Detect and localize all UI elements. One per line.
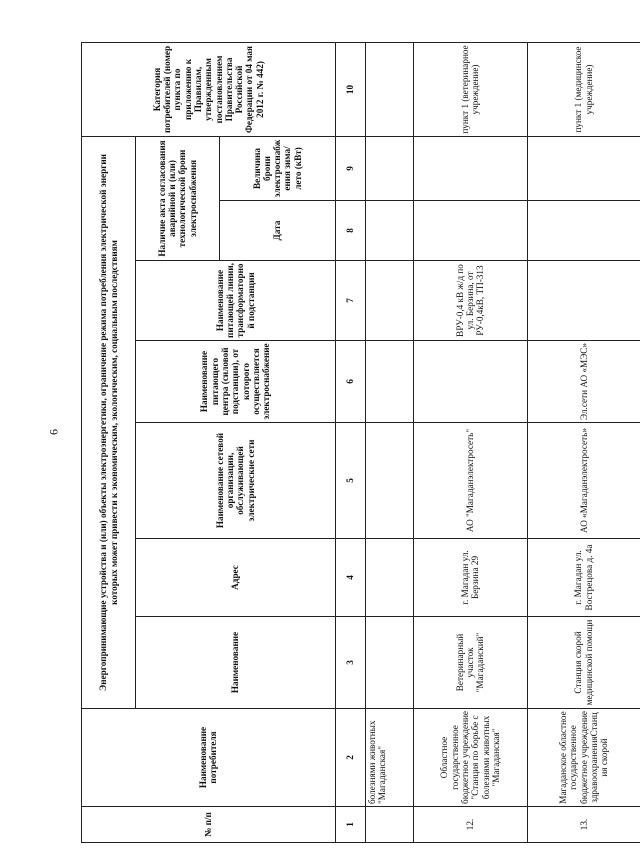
cell-center	[365, 341, 414, 423]
header-feeding-line: Наименование питающей линии, трансформаторной подстанции	[136, 261, 336, 341]
cell-value	[365, 136, 414, 200]
header-feeding-center: Наименование питающего центра (силовой подстанции), от которого осуществляется электроснабжение	[136, 341, 336, 423]
cell-center	[414, 341, 527, 423]
cell-name: Станция скорой медицинской помощи	[527, 617, 640, 709]
cell-line: ВРУ-0,4 кВ ж/д по ул. Берзина, от РУ-0,4кВ, ТП-313	[414, 261, 527, 341]
cell-line	[365, 261, 414, 341]
cell-name: Ветеринарный участок "Магаданский"	[414, 617, 527, 709]
header-group-title: Энергопринимающие устройства и (или) объекты электроэнергетики, ограничение режима потребления электрической энергии которых может привести к экономическим, экологическим, социальным последствиям	[82, 136, 136, 708]
cell-value	[414, 136, 527, 200]
cell-consumer: Магаданское областное государственное бюджетное учреждение здравоохраненияСтанция скорой	[527, 709, 640, 807]
cell-category: пункт 1 (ветеринарное учреждение)	[414, 42, 527, 136]
cell-network: АО «Магаданэлектросеть»	[527, 423, 640, 539]
cell-no	[365, 807, 414, 843]
col-number: 4	[335, 539, 365, 617]
consumers-table	[81, 42, 640, 843]
rotated-table-wrapper	[81, 43, 640, 843]
cell-category: пункт 1 (медицинское учреждение)	[527, 42, 640, 136]
header-network-org: Наименование сетевой организации, обслуживающей электрические сети	[136, 423, 336, 539]
header-category: Категория потребителей (номер пункта по приложению к Правилам, утвержденным постановлением Правительства Российской Федерации от 04 мая 2012 г. № 442)	[82, 42, 336, 136]
col-number: 8	[335, 201, 365, 261]
header-act-value: Величина брони электроснабжения зима/лето (кВт)	[219, 136, 335, 200]
cell-value	[527, 136, 640, 200]
col-number: 5	[335, 423, 365, 539]
col-number: 7	[335, 261, 365, 341]
header-act-group: Наличие акта согласования аварийной и (или) технологической брони электроснабжения	[136, 136, 220, 260]
cell-no: 13.	[527, 807, 640, 843]
col-number: 6	[335, 341, 365, 423]
cell-address: г. Магадан ул. Берзина 29	[414, 539, 527, 617]
header-consumer-name: Наименование потребителя	[82, 709, 336, 807]
cell-date	[414, 201, 527, 261]
cell-date	[365, 201, 414, 261]
cell-line	[527, 261, 640, 341]
cell-name	[365, 617, 414, 709]
cell-network	[365, 423, 414, 539]
col-number: 2	[335, 709, 365, 807]
col-number: 9	[335, 136, 365, 200]
cell-address	[365, 539, 414, 617]
header-address: Адрес	[136, 539, 336, 617]
cell-consumer: болезнями животных "Магаданская"	[365, 709, 414, 807]
header-no: № п/п	[82, 807, 336, 843]
col-number: 10	[335, 42, 365, 136]
cell-date	[527, 201, 640, 261]
column-numbers-row	[335, 42, 365, 842]
cell-consumer: Областное государственное бюджетное учреждение "Станция по борьбе с болезнями животных "Магаданская"	[414, 709, 527, 807]
cell-center: Эл.сети АО «МЭС»	[527, 341, 640, 423]
table-row	[527, 42, 640, 842]
cell-address: г. Магадан ул. Вострецова д. 4а	[527, 539, 640, 617]
cell-network: АО "Магаданэлектросеть"	[414, 423, 527, 539]
header-name: Наименование	[136, 617, 336, 709]
header-act-date: Дата	[219, 201, 335, 261]
cell-category	[365, 42, 414, 136]
col-number: 1	[335, 807, 365, 843]
page-number: 6	[46, 429, 61, 435]
table-row	[414, 42, 527, 842]
cell-no: 12.	[414, 807, 527, 843]
col-number: 3	[335, 617, 365, 709]
table-row	[365, 42, 414, 842]
